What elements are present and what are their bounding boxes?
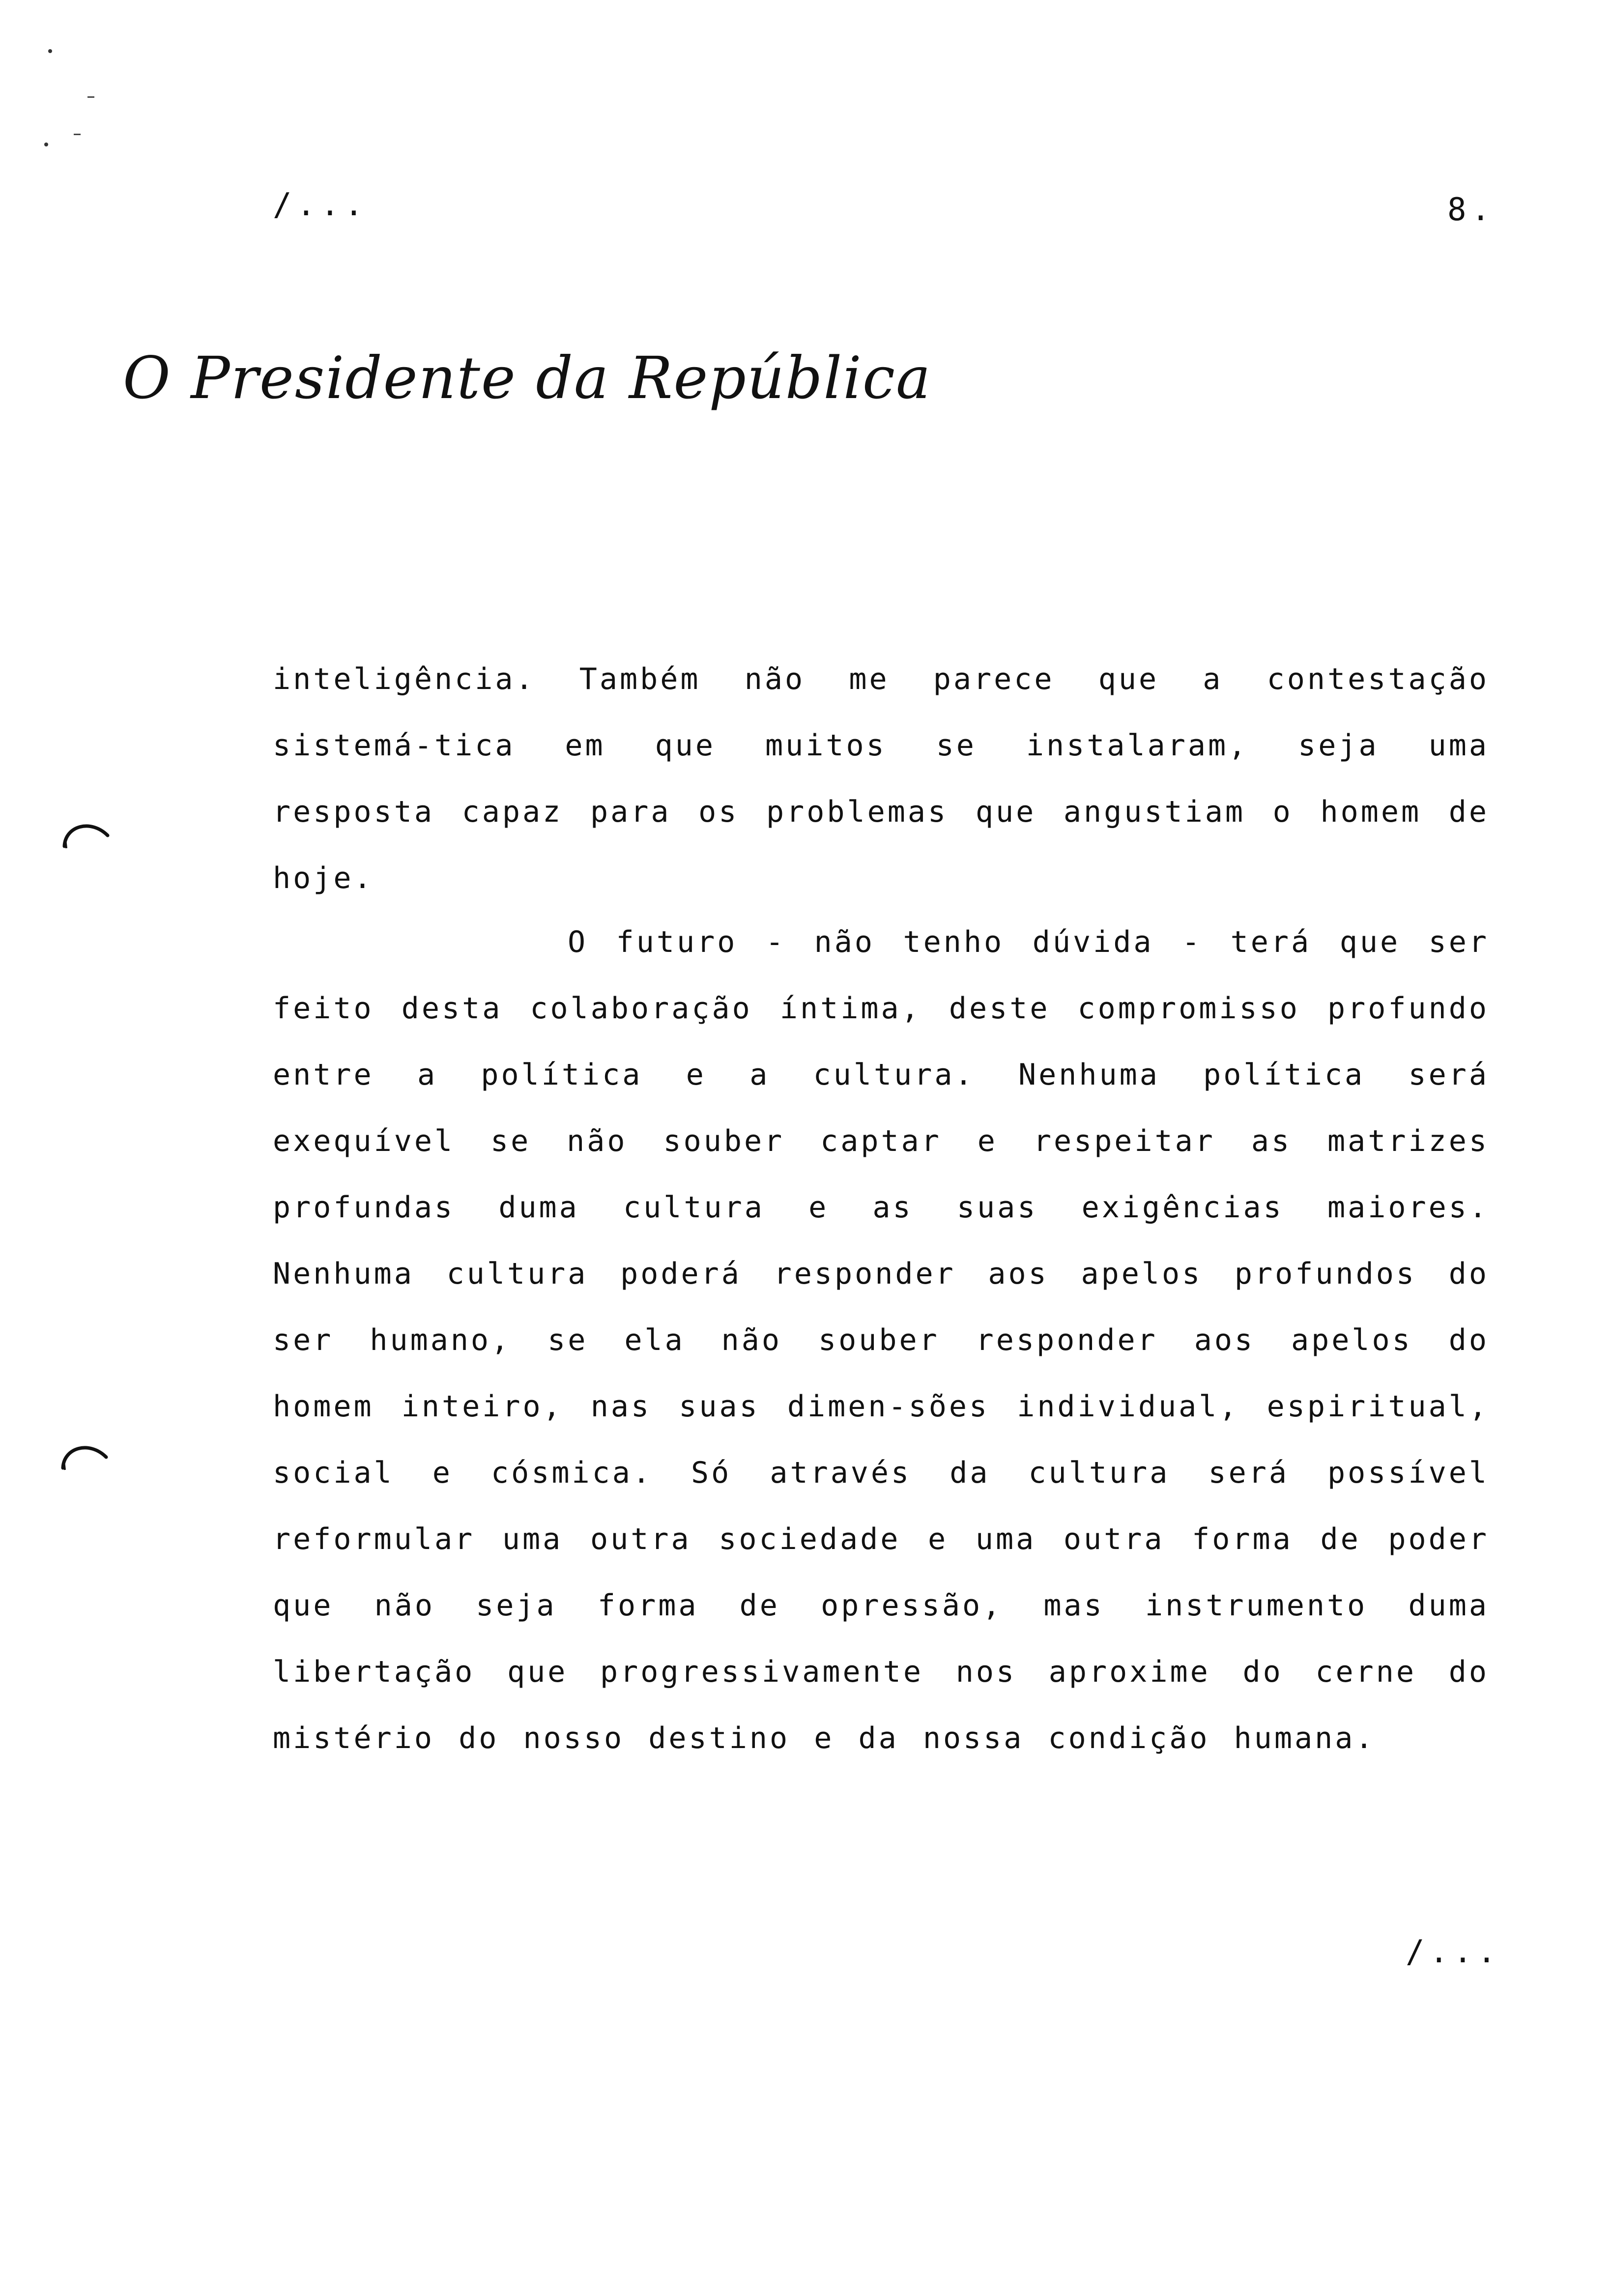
page-number: 8. [1447,192,1496,228]
punch-hole-mark [61,816,111,850]
letterhead: O Presidente da República [123,344,932,412]
scan-speck [48,49,52,53]
scan-speck [87,96,94,98]
scan-speck [44,143,48,146]
continuation-mark-top: /... [273,187,369,223]
continuation-mark-bottom: /... [1406,1934,1501,1970]
body-paragraph: O futuro - não tenho dúvida - terá que ser feito desta colaboração íntima, deste compromisso profundo entre a política e a cultura. Nenhuma política será exequível se não souber captar e respeitar as matrizes profundas duma cultura e as suas exigências maiores. Nenhuma cultura poderá responder aos apelos profundos do ser humano, se ela não souber responder aos apelos do homem inteiro, nas suas dimen-sões individual, espiritual, social e cósmica. Só através da cultura será possível reformular uma outra sociedade e uma outra forma de poder que não seja forma de opressão, mas instrumento duma libertação que progressivamente nos aproxime do cerne do mistério do nosso destino e da nossa condição humana. [273,925,1489,1755]
scan-speck [74,134,81,135]
body-paragraph: inteligência. Também não me parece que a contestação sistemá-tica em que muitos se instalaram, seja uma resposta capaz para os problemas que angustiam o homem de hoje. [273,662,1489,895]
punch-hole-mark [60,1437,109,1472]
